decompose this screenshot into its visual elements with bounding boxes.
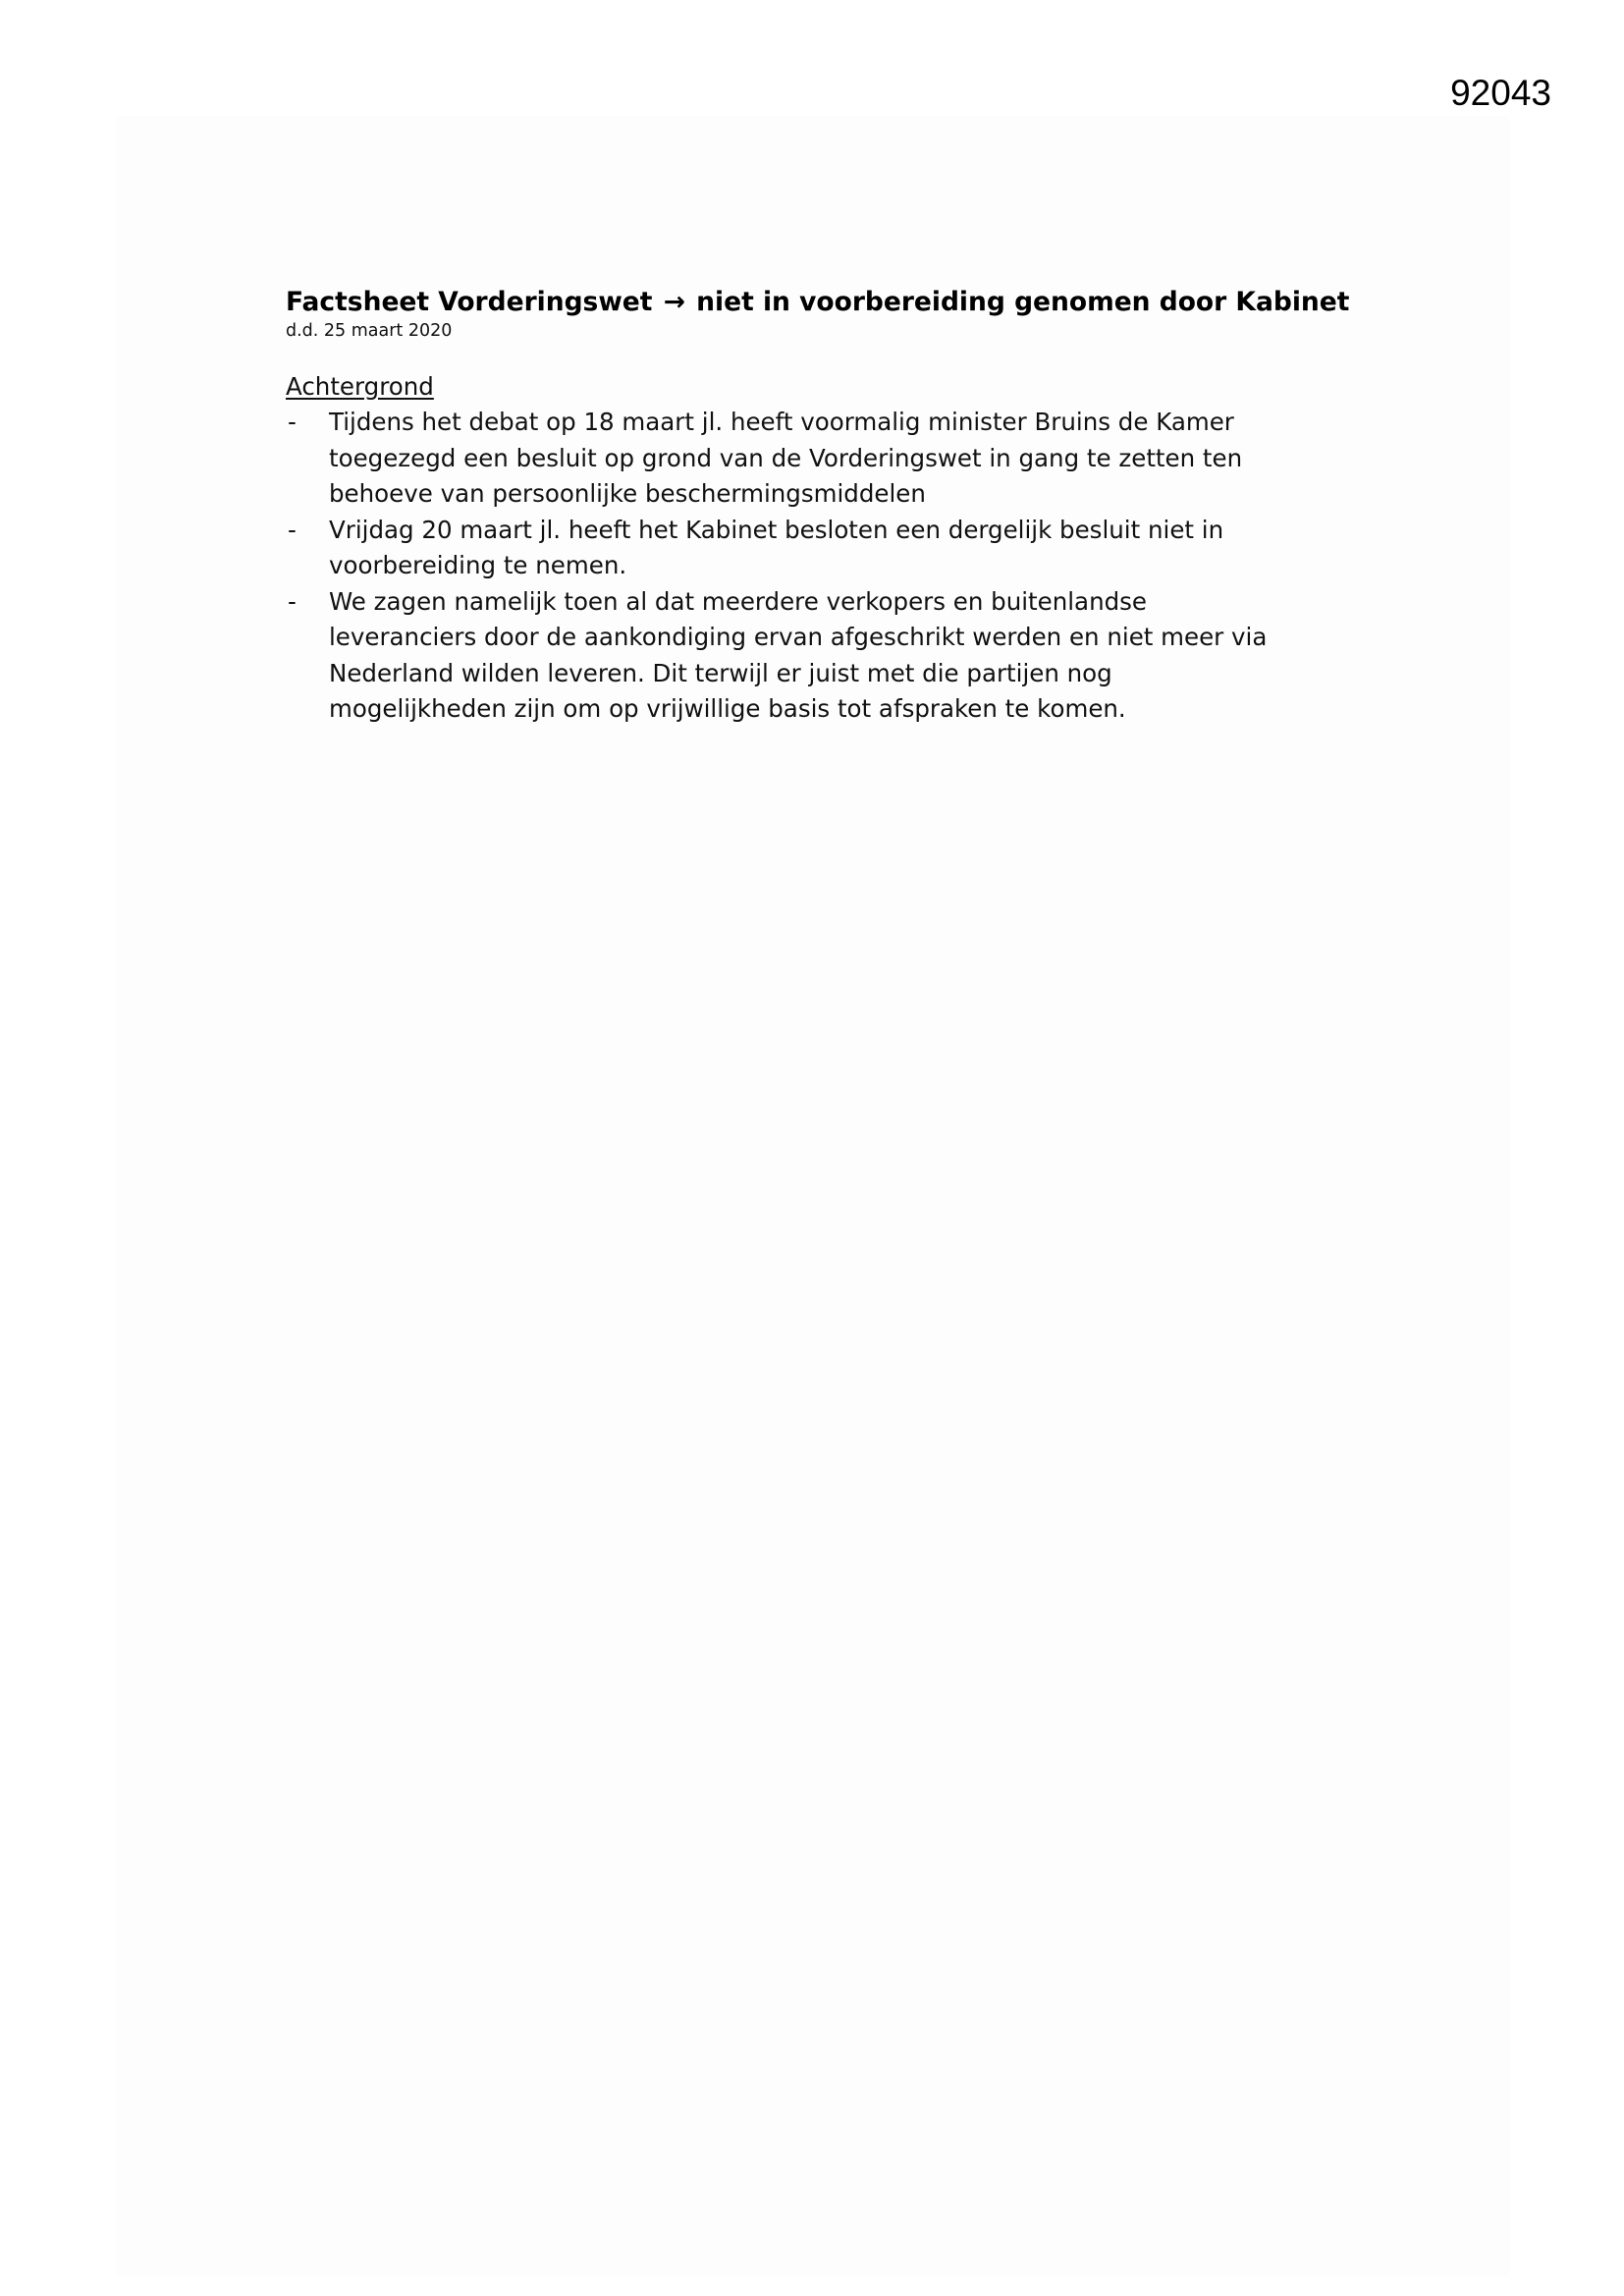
- bullet-line: Tijdens het debat op 18 maart jl. heeft voormalig minister Bruins de Kamer: [329, 408, 1234, 436]
- bullet-line: leveranciers door de aankondiging ervan afgeschrikt werden en niet meer via: [329, 623, 1268, 651]
- bullet-dash: -: [288, 408, 297, 436]
- bullet-item: [286, 405, 1366, 513]
- bullet-line: Vrijdag 20 maart jl. heeft het Kabinet besloten een dergelijk besluit niet in: [329, 515, 1224, 544]
- title-main: Factsheet Vorderingswet: [286, 287, 653, 317]
- title-sub: niet in voorbereiding genomen door Kabinet: [696, 287, 1350, 317]
- arrow-right-icon: →: [663, 287, 685, 317]
- bullet-line: mogelijkheden zijn om op vrijwillige basis tot afspraken te komen.: [329, 694, 1126, 723]
- bullet-dash: -: [288, 515, 297, 544]
- bullet-dash: -: [288, 586, 297, 616]
- bullet-list: [286, 405, 1366, 728]
- document-content: [286, 285, 1366, 728]
- bullet-line: We zagen namelijk toen al dat meerdere verkopers en buitenlandse: [329, 586, 1147, 616]
- document-title: [286, 285, 1366, 320]
- bullet-line: behoeve van persoonlijke beschermingsmiddelen: [329, 479, 926, 508]
- bullet-line: voorbereiding te nemen.: [329, 551, 627, 579]
- bullet-item: [286, 584, 1366, 728]
- bullet-line: toegezegd een besluit op grond van de Vorderingswet in gang te zetten ten: [329, 443, 1243, 472]
- section-heading-achtergrond: Achtergrond: [286, 372, 434, 401]
- page-number: 92043: [1450, 73, 1551, 113]
- document-date: d.d. 25 maart 2020: [286, 321, 453, 341]
- bullet-item: [286, 513, 1366, 584]
- bullet-line: Nederland wilden leveren. Dit terwijl er juist met die partijen nog: [329, 658, 1112, 687]
